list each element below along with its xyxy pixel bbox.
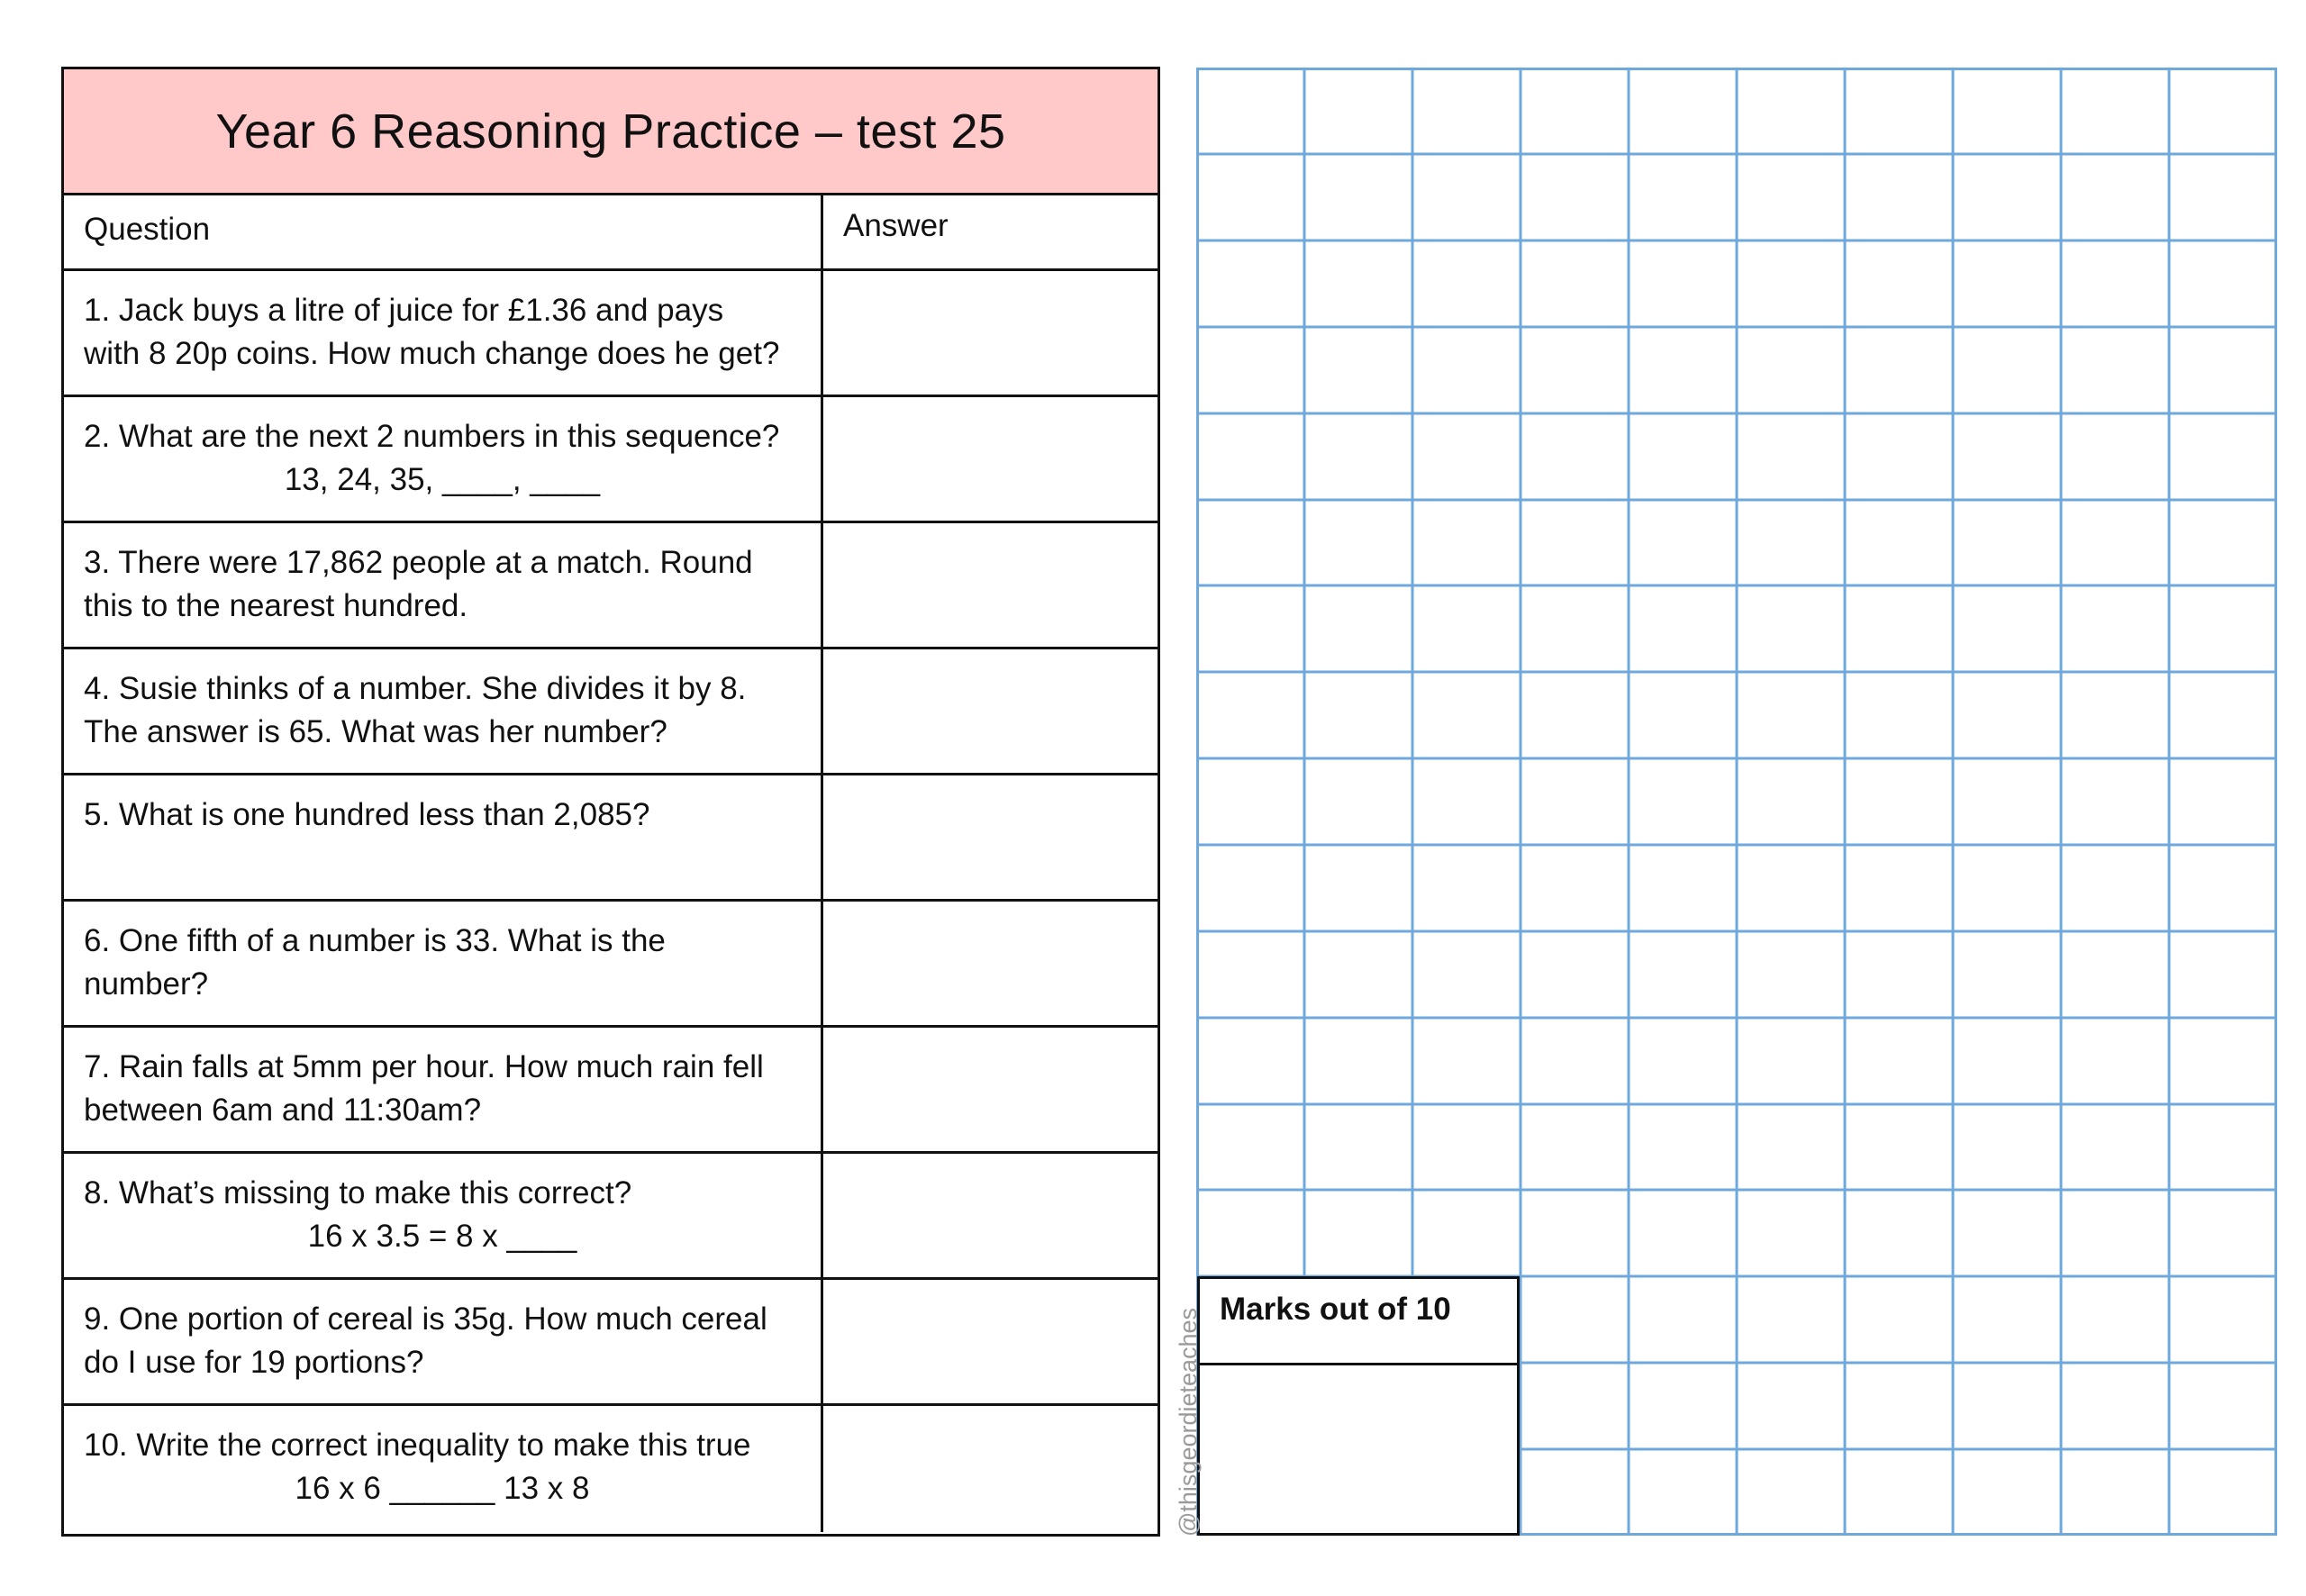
question-row bbox=[64, 271, 1158, 397]
marks-input[interactable] bbox=[1200, 1365, 1517, 1533]
question-column-header: Question bbox=[64, 195, 823, 268]
question-text bbox=[64, 1154, 823, 1277]
question-line: 1. Jack buys a litre of juice for £1.36 and pays bbox=[84, 293, 724, 328]
answer-box[interactable] bbox=[823, 271, 1158, 394]
question-line: 9. One portion of cereal is 35g. How much cereal bbox=[84, 1301, 767, 1337]
worksheet-table bbox=[61, 67, 1160, 1537]
question-text bbox=[64, 1406, 823, 1532]
question-line: 10. Write the correct inequality to make this true bbox=[84, 1428, 751, 1463]
question-line: 4. Susie thinks of a number. She divides it by 8. bbox=[84, 671, 747, 706]
question-text bbox=[64, 1028, 823, 1151]
table-header-row bbox=[64, 195, 1158, 271]
question-row bbox=[64, 1028, 1158, 1154]
answer-box[interactable] bbox=[823, 523, 1158, 647]
question-text bbox=[64, 902, 823, 1025]
question-row bbox=[64, 775, 1158, 902]
answer-column-header: Answer bbox=[843, 208, 949, 243]
question-line: 5. What is one hundred less than 2,085? bbox=[84, 797, 650, 832]
answer-box[interactable] bbox=[823, 1406, 1158, 1532]
question-line: The answer is 65. What was her number? bbox=[84, 714, 667, 749]
question-row bbox=[64, 1280, 1158, 1406]
marks-label: Marks out of 10 bbox=[1200, 1279, 1517, 1365]
question-text bbox=[64, 271, 823, 394]
marks-box bbox=[1197, 1276, 1520, 1536]
answer-box[interactable] bbox=[823, 397, 1158, 521]
question-text bbox=[64, 1280, 823, 1403]
question-text bbox=[64, 775, 823, 899]
question-text bbox=[64, 523, 823, 647]
worksheet-title: Year 6 Reasoning Practice – test 25 bbox=[215, 104, 1006, 159]
answer-box[interactable] bbox=[823, 1028, 1158, 1151]
question-line: with 8 20p coins. How much change does he get? bbox=[84, 336, 780, 371]
question-line: do I use for 19 portions? bbox=[84, 1345, 424, 1380]
title-banner bbox=[64, 69, 1158, 195]
question-line: 7. Rain falls at 5mm per hour. How much rain fell bbox=[84, 1049, 764, 1084]
question-line: between 6am and 11:30am? bbox=[84, 1093, 482, 1128]
question-row bbox=[64, 1406, 1158, 1532]
question-line: number? bbox=[84, 966, 209, 1002]
question-row bbox=[64, 649, 1158, 775]
question-row bbox=[64, 1154, 1158, 1280]
question-row bbox=[64, 523, 1158, 649]
answer-box[interactable] bbox=[823, 775, 1158, 899]
question-text bbox=[64, 649, 823, 773]
question-row bbox=[64, 397, 1158, 523]
question-line: 8. What’s missing to make this correct? bbox=[84, 1175, 632, 1211]
question-row bbox=[64, 902, 1158, 1028]
answer-box[interactable] bbox=[823, 1154, 1158, 1277]
question-text bbox=[64, 397, 823, 521]
question-line: 6. One fifth of a number is 33. What is the bbox=[84, 923, 666, 958]
inequality-line: 16 x 6 ______ 13 x 8 bbox=[295, 1471, 590, 1506]
answer-box[interactable] bbox=[823, 1280, 1158, 1403]
equation-line: 16 x 3.5 = 8 x ____ bbox=[307, 1219, 577, 1254]
sequence-line: 13, 24, 35, ____, ____ bbox=[284, 462, 601, 497]
watermark: @thisgeordieteaches bbox=[1175, 1307, 1202, 1537]
question-line: this to the nearest hundred. bbox=[84, 588, 468, 623]
question-line: 3. There were 17,862 people at a match. Round bbox=[84, 545, 753, 580]
question-line: 2. What are the next 2 numbers in this sequence? bbox=[84, 419, 780, 454]
answer-box[interactable] bbox=[823, 649, 1158, 773]
answer-box[interactable] bbox=[823, 902, 1158, 1025]
